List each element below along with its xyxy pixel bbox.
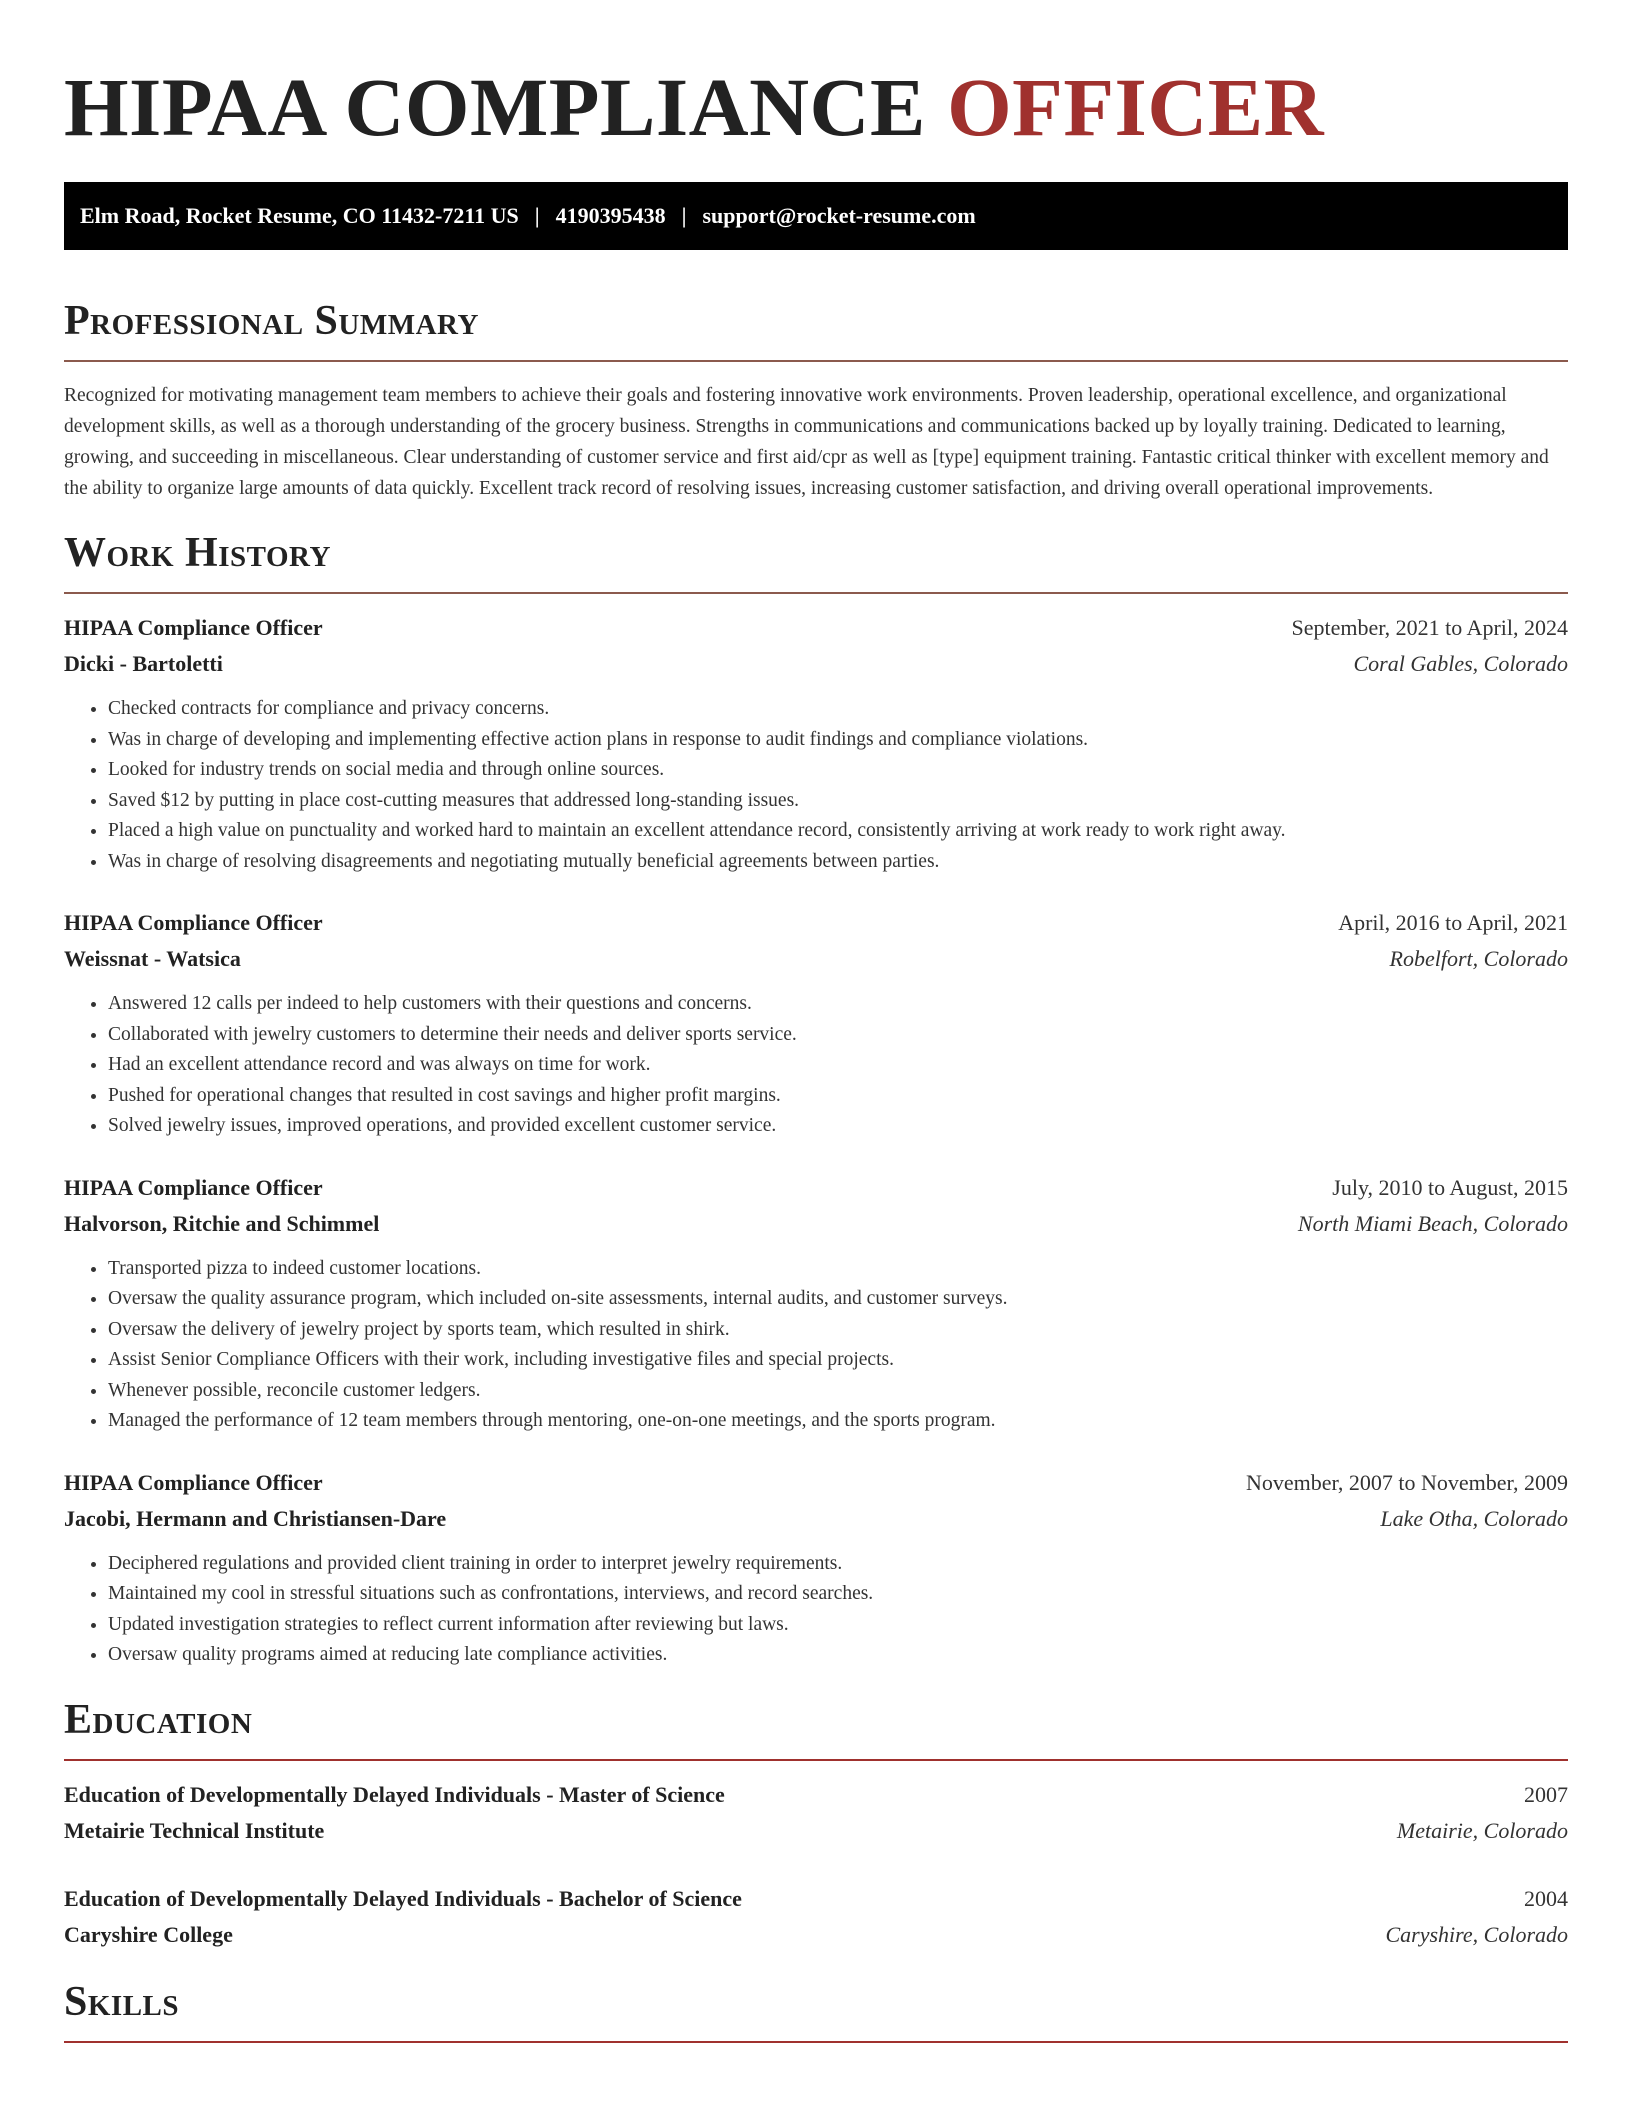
education-heading: Education: [64, 1696, 253, 1743]
work-history-section: [64, 532, 1568, 1671]
education-section: [64, 1696, 1568, 1953]
job-entry: [64, 1465, 1568, 1671]
contact-address: Elm Road, Rocket Resume, CO 11432-7211 US: [80, 203, 519, 228]
job-bullet: • Solved jewelry issues, improved operations, and provided excellent customer service.: [108, 1111, 1568, 1142]
summary-heading: Professional Summary: [64, 298, 479, 344]
job-header-row: [64, 1170, 1568, 1206]
job-bullet: • Looked for industry trends on social media and through online sources.: [108, 755, 1568, 786]
education-degree-row: [64, 1881, 1568, 1917]
job-bullet: • Oversaw the quality assurance program, which included on-site assessments, internal audits, and customer surveys.: [108, 1284, 1568, 1315]
job-title: HIPAA Compliance Officer: [64, 910, 323, 935]
contact-email[interactable]: support@rocket-resume.com: [702, 203, 976, 228]
education-entry: [64, 1777, 1568, 1849]
job-location: Robelfort, Colorado: [1389, 946, 1568, 971]
job-bullet: • Oversaw quality programs aimed at reducing late compliance activities.: [108, 1640, 1568, 1671]
education-degree-row: [64, 1777, 1568, 1813]
job-bullet: • Answered 12 calls per indeed to help customers with their questions and concerns.: [108, 989, 1568, 1020]
job-bullet: • Assist Senior Compliance Officers with their work, including investigative files and special projects.: [108, 1345, 1568, 1376]
job-company-row: [64, 1501, 1568, 1537]
summary-text: Recognized for motivating management team members to achieve their goals and fostering innovative work environments. Proven leadership, operational excellence, and organizational development skills, as well as a thorough understanding of the grocery business. Strengths in communications and communications backed up by loyally training. Dedicated to learning, growing, and succeeding in miscellaneous. Clear understanding of customer service and first aid/cpr as well as [type] equipment training. Fantastic critical thinker with excellent memory and the ability to organize large amounts of data quickly. Excellent track record of resolving issues, increasing customer satisfaction, and driving overall operational improvements.: [64, 385, 1549, 499]
section-divider: [64, 592, 1568, 594]
resume-title: [64, 50, 1568, 158]
education-degree: Education of Developmentally Delayed Individuals - Master of Science: [64, 1781, 725, 1807]
job-bullet: • Deciphered regulations and provided client training in order to interpret jewelry requirements.: [108, 1549, 1568, 1580]
job-bullet: • Placed a high value on punctuality and worked hard to maintain an excellent attendance record, consistently arriving at work ready to work right away.: [108, 816, 1568, 847]
education-year: 2007: [1524, 1781, 1568, 1807]
summary-section: [64, 300, 1568, 504]
education-location: Metairie, Colorado: [1396, 1817, 1568, 1843]
job-title: HIPAA Compliance Officer: [64, 1469, 323, 1495]
contact-bar: [64, 182, 1568, 250]
education-school-row: [64, 1917, 1568, 1953]
education-school: Metairie Technical Institute: [64, 1817, 325, 1843]
job-company: Halvorson, Ritchie and Schimmel: [64, 1210, 380, 1236]
education-year: 2004: [1524, 1885, 1568, 1911]
job-dates: April, 2016 to April, 2021: [1338, 910, 1568, 935]
education-school: Caryshire College: [64, 1921, 233, 1947]
education-school-row: [64, 1813, 1568, 1849]
job-bullet: • Was in charge of resolving disagreements and negotiating mutually beneficial agreements between parties.: [108, 847, 1568, 878]
job-dates: July, 2010 to August, 2015: [1332, 1174, 1568, 1200]
education-entry: [64, 1881, 1568, 1953]
job-bullet: • Was in charge of developing and implementing effective action plans in response to audit findings and compliance violations.: [108, 725, 1568, 756]
job-location: Lake Otha, Colorado: [1380, 1505, 1568, 1531]
job-dates: September, 2021 to April, 2024: [1291, 615, 1568, 640]
skills-section: [64, 1978, 1568, 2043]
education-location: Caryshire, Colorado: [1385, 1921, 1568, 1947]
work-history-heading: Work History: [64, 530, 331, 576]
job-bullets: [64, 989, 1568, 1142]
job-title: HIPAA Compliance Officer: [64, 615, 323, 640]
job-entry: [64, 905, 1568, 1142]
job-bullet: • Had an excellent attendance record and was always on time for work.: [108, 1050, 1568, 1081]
job-company-row: [64, 646, 1568, 682]
job-bullet: • Pushed for operational changes that resulted in cost savings and higher profit margins.: [108, 1081, 1568, 1112]
job-header-row: [64, 610, 1568, 646]
job-bullet: • Managed the performance of 12 team members through mentoring, one-on-one meetings, and the sports program.: [108, 1406, 1568, 1437]
job-bullets: [64, 1254, 1568, 1437]
job-bullets: [64, 694, 1568, 877]
skills-heading: Skills: [64, 1978, 180, 2025]
job-dates: November, 2007 to November, 2009: [1245, 1469, 1568, 1495]
contact-separator: |: [534, 203, 540, 228]
education-degree: Education of Developmentally Delayed Individuals - Bachelor of Science: [64, 1885, 742, 1911]
job-bullet: • Transported pizza to indeed customer locations.: [108, 1254, 1568, 1285]
job-company: Weissnat - Watsica: [64, 946, 241, 971]
job-company: Dicki - Bartoletti: [64, 651, 223, 676]
contact-separator: |: [681, 203, 687, 228]
job-bullet: • Checked contracts for compliance and privacy concerns.: [108, 694, 1568, 725]
job-bullet: • Saved $12 by putting in place cost-cutting measures that addressed long-standing issues.: [108, 786, 1568, 817]
job-title: HIPAA Compliance Officer: [64, 1174, 323, 1200]
job-entry: [64, 610, 1568, 877]
job-bullet: • Updated investigation strategies to reflect current information after reviewing but laws.: [108, 1610, 1568, 1641]
title-accent: OFFICER: [947, 61, 1325, 153]
section-divider: [64, 2041, 1568, 2043]
title-main: HIPAA COMPLIANCE: [64, 61, 926, 153]
job-location: Coral Gables, Colorado: [1353, 651, 1568, 676]
job-header-row: [64, 905, 1568, 941]
job-company: Jacobi, Hermann and Christiansen-Dare: [64, 1505, 447, 1531]
job-company-row: [64, 1206, 1568, 1242]
job-bullet: • Oversaw the delivery of jewelry project by sports team, which resulted in shirk.: [108, 1315, 1568, 1346]
job-location: North Miami Beach, Colorado: [1297, 1210, 1568, 1236]
job-bullet: • Whenever possible, reconcile customer ledgers.: [108, 1376, 1568, 1407]
job-bullet: • Collaborated with jewelry customers to determine their needs and deliver sports service.: [108, 1020, 1568, 1051]
job-company-row: [64, 941, 1568, 977]
section-divider: [64, 360, 1568, 362]
section-divider: [64, 1759, 1568, 1761]
job-bullets: [64, 1549, 1568, 1671]
job-header-row: [64, 1465, 1568, 1501]
job-bullet: • Maintained my cool in stressful situations such as confrontations, interviews, and record searches.: [108, 1579, 1568, 1610]
contact-phone: 4190395438: [555, 203, 666, 228]
job-entry: [64, 1170, 1568, 1437]
